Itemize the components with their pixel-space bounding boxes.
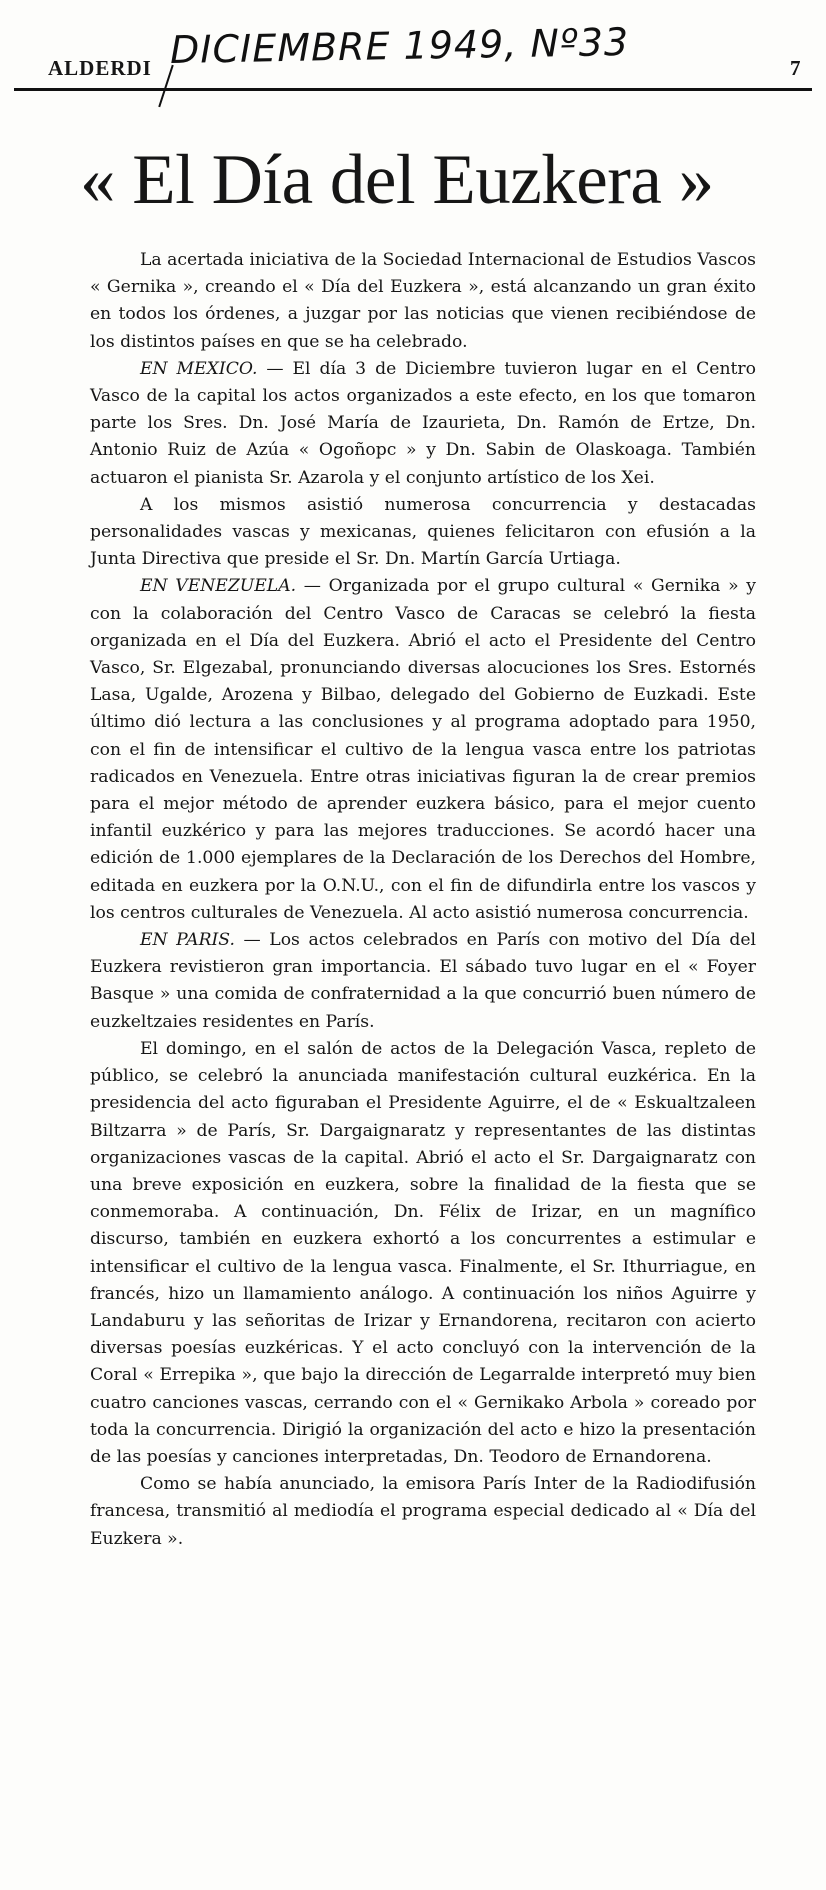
section-lead-paris: EN PARIS. xyxy=(140,930,235,951)
article-paragraph: La acertada iniciativa de la Sociedad Internacional de Estudios Vascos « Gernika », creando el « Día del Euzkera », está alcanzando un gran éxito en todos los órdenes, a juzgar por las noticias que vienen recibiéndose de los distintos países en que se ha celebrado. xyxy=(90,250,756,352)
handwritten-date-note: DICIEMBRE 1949, Nº33 xyxy=(169,19,630,73)
article-paragraph-venezuela: EN VENEZUELA. — Organizada por el grupo cultural « Gernika » y con la colaboración del Centro Vasco de Caracas se celebró la fiesta organizada en el Día del Euzkera. Abrió el acto el Presidente del Centro Vasco, Sr. Elgezabal, pronunciando diversas alocuciones los Sres. Estornés Lasa, Ugalde, Arozena y Bilbao, delegado del Gobierno de Euzkadi. Este último dió lectura a las conclusiones y al programa adoptado para 1950, con el fin de intensificar el cultivo de la lengua vasca entre los patriotas radicados en Venezuela. Entre otras iniciativas figuran la de crear premios para el mejor método de aprender euzkera básico, para el mejor cuento infantil euzkérico y para las mejores traducciones. Se acordó hacer una edición de 1.000 ejemplares de la Declaración de los Derechos del Hombre, editada en euzkera por la O.N.U., con el fin de difundirla entre los vascos y los centros culturales de Venezuela. Al acto asistió numerosa concurrencia. xyxy=(90,576,756,923)
section-lead-mexico: EN MEXICO. xyxy=(140,358,258,379)
article-paragraph: Como se había anunciado, la emisora París Inter de la Radiodifusión francesa, transmitió al mediodía el programa especial dedicado al « Día del Euzkera ». xyxy=(90,1474,756,1549)
article-paragraph: A los mismos asistió numerosa concurrencia y destacadas personalidades vascas y mexicanas, quienes felicitaron con efusión a la Junta Directiva que preside el Sr. Dn. Martín García Urtiaga. xyxy=(90,494,756,570)
article-paragraph-paris: EN PARIS. — Los actos celebrados en París con motivo del Día del Euzkera revistieron gran importancia. El sábado tuvo lugar en el « Foyer Basque » una comida de confraternidad a la que concurrió buen número de euzkeltzaies residentes en París. xyxy=(90,930,757,1032)
article-paragraph-mexico: EN MEXICO. — El día 3 de Diciembre tuvieron lugar en el Centro Vasco de la capital los actos organizados a este efecto, en los que tomaron parte los Sres. Dn. José María de Izaurieta, Dn. Ramón de Ertze, Dn. Antonio Ruiz de Azúa « Ogoñopc » y Dn. Sabin de Olaskoaga. También actuaron el pianista Sr. Azarola y el conjunto artístico de los Xei. xyxy=(90,358,756,488)
article-body xyxy=(90,247,756,1553)
header-rule xyxy=(14,88,812,91)
publication-name: ALDERDI xyxy=(48,56,152,80)
section-lead-venezuela: EN VENEZUELA. xyxy=(140,576,297,597)
article-title: « El Día del Euzkera » xyxy=(80,141,714,219)
masthead xyxy=(0,0,826,110)
article-paragraph: El domingo, en el salón de actos de la Delegación Vasca, repleto de público, se celebró la anunciada manifestación cultural euzkérica. En la presidencia del acto figuraban el Presidente Aguirre, el de « Eskualtzaleen Biltzarra » de París, Sr. Dargaignaratz y representantes de las distintas organizaciones vascas de la capital. Abrió el acto el Sr. Dargaignaratz con una breve exposición en euzkera, sobre la finalidad de la fiesta que se conmemoraba. A continuación, Dn. Félix de Irizar, en un magnífico discurso, también en euzkera exhortó a los concurrentes a estimular e intensificar el cultivo de la lengua vasca. Finalmente, el Sr. Ithurriague, en francés, hizo un llamamiento análogo. A continuación los niños Aguirre y Landaburu y las señoritas de Irizar y Ernandorena, recitaron con acierto diversas poesías euzkéricas. Y el acto concluyó con la intervención de la Coral « Errepika », que bajo la dirección de Legarralde interpretó muy bien cuatro canciones vascas, cerrando con el « Gernikako Arbola » coreado por toda la concurrencia. Dirigió la organización del acto e hizo la presentación de las poesías y canciones interpretadas, Dn. Teodoro de Ernandorena. xyxy=(90,1038,756,1467)
page-number: 7 xyxy=(790,56,801,80)
